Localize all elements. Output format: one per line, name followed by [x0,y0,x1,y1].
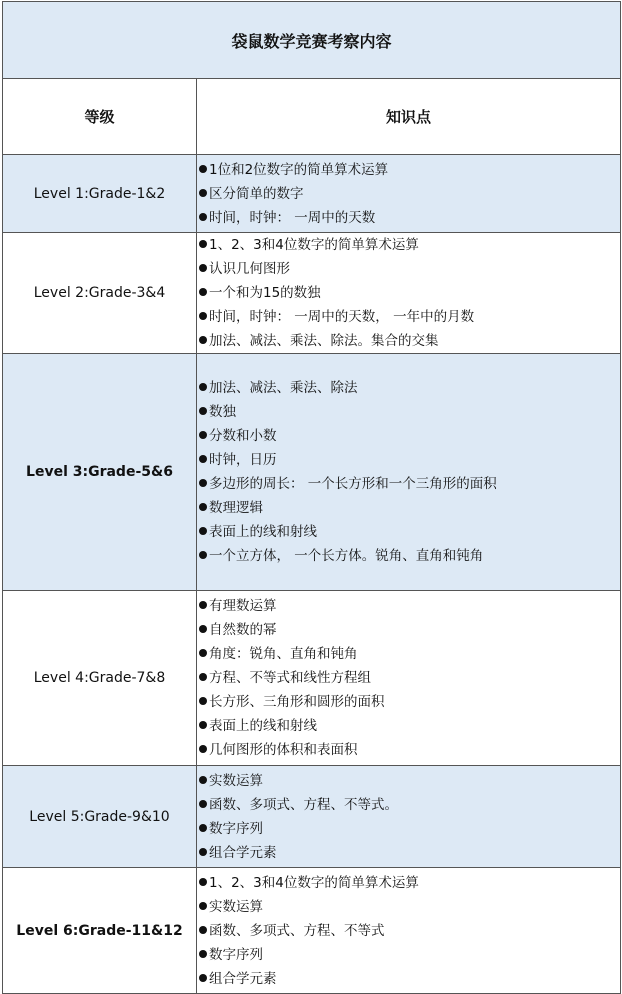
knowledge-point [199,943,620,967]
points-cell [197,354,621,591]
knowledge-point [199,967,620,991]
title-row [3,2,621,79]
competition-content-table [2,1,621,994]
bullet-icon [199,336,207,344]
table-row [3,766,621,868]
points-cell [197,591,621,766]
table-row [3,354,621,591]
knowledge-point [199,182,620,206]
bullet-icon [199,673,207,681]
knowledge-point-text: 区分简单的数字 [209,185,304,202]
knowledge-point [199,424,620,448]
points-cell [197,868,621,994]
bullet-icon [199,455,207,463]
knowledge-point-text: 实数运算 [209,772,263,789]
knowledge-point-text: 认识几何图形 [209,261,290,277]
level-cell: Level 6:Grade-11&12 [3,868,197,994]
knowledge-point-text: 分数和小数 [209,428,277,444]
knowledge-point-text: 数字序列 [209,946,263,963]
knowledge-point-text: 函数、多项式、方程、不等式。 [209,796,398,813]
knowledge-point [199,714,620,738]
bullet-icon [199,878,207,886]
points-cell [197,233,621,354]
knowledge-point [199,496,620,520]
knowledge-point-text: 1位和2位数字的简单算术运算 [209,161,389,178]
bullet-icon [199,431,207,439]
knowledge-point-text: 1、2、3和4位数字的简单算术运算 [209,874,419,891]
knowledge-point [199,158,620,182]
knowledge-point [199,618,620,642]
bullet-icon [199,721,207,729]
knowledge-point-text: 时间，时钟： 一周中的天数 [209,209,376,226]
bullet-icon [199,383,207,391]
knowledge-point [199,544,620,568]
knowledge-point-text: 自然数的幂 [209,622,277,638]
knowledge-point-text: 实数运算 [209,898,263,915]
knowledge-point [199,841,620,865]
knowledge-point [199,376,620,400]
bullet-icon [199,288,207,296]
knowledge-point [199,472,620,496]
table-row [3,155,621,233]
level-cell: Level 2:Grade-3&4 [3,233,197,354]
bullet-icon [199,950,207,958]
knowledge-point [199,594,620,618]
bullet-icon [199,625,207,633]
knowledge-point [199,233,620,257]
bullet-icon [199,479,207,487]
knowledge-point-text: 长方形、三角形和圆形的面积 [209,694,385,710]
knowledge-point-text: 一个立方体， 一个长方体。锐角、直角和钝角 [209,548,484,564]
bullet-icon [199,848,207,856]
bullet-icon [199,551,207,559]
knowledge-point-text: 角度：锐角、直角和钝角 [209,646,358,662]
knowledge-point [199,817,620,841]
knowledge-point [199,738,620,762]
bullet-icon [199,264,207,272]
bullet-icon [199,527,207,535]
knowledge-point [199,448,620,472]
knowledge-point [199,919,620,943]
bullet-icon [199,165,207,173]
bullet-icon [199,974,207,982]
knowledge-point-text: 时间，时钟： 一周中的天数， 一年中的月数 [209,309,475,325]
knowledge-point-text: 几何图形的体积和表面积 [209,742,358,758]
knowledge-point [199,257,620,281]
knowledge-point [199,206,620,230]
bullet-icon [199,926,207,934]
bullet-icon [199,824,207,832]
knowledge-point [199,642,620,666]
knowledge-point [199,871,620,895]
table-row [3,868,621,994]
points-cell [197,155,621,233]
knowledge-point-text: 有理数运算 [209,598,277,614]
knowledge-point-text: 时钟，日历 [209,452,277,468]
knowledge-point-text: 组合学元素 [209,970,277,987]
knowledge-point [199,329,620,353]
knowledge-point-text: 加法、减法、乘法、除法。集合的交集 [209,333,439,349]
level-cell: Level 4:Grade-7&8 [3,591,197,766]
bullet-icon [199,776,207,784]
bullet-icon [199,697,207,705]
bullet-icon [199,503,207,511]
bullet-icon [199,312,207,320]
header-level: 等级 [3,79,197,155]
level-cell: Level 1:Grade-1&2 [3,155,197,233]
points-cell [197,766,621,868]
header-row [3,79,621,155]
knowledge-point [199,666,620,690]
knowledge-point-text: 一个和为15的数独 [209,285,321,301]
header-points: 知识点 [197,79,621,155]
level-cell: Level 3:Grade-5&6 [3,354,197,591]
bullet-icon [199,601,207,609]
bullet-icon [199,407,207,415]
knowledge-point-text: 多边形的周长： 一个长方形和一个三角形的面积 [209,476,497,492]
knowledge-point [199,769,620,793]
knowledge-point [199,690,620,714]
knowledge-point-text: 函数、多项式、方程、不等式 [209,922,385,939]
table-row [3,233,621,354]
knowledge-point-text: 数字序列 [209,820,263,837]
bullet-icon [199,649,207,657]
bullet-icon [199,902,207,910]
knowledge-point-text: 加法、减法、乘法、除法 [209,380,358,396]
knowledge-point-text: 表面上的线和射线 [209,524,317,540]
knowledge-point-text: 方程、不等式和线性方程组 [209,670,371,686]
bullet-icon [199,745,207,753]
table-title: 袋鼠数学竞赛考察内容 [3,2,621,79]
knowledge-point [199,305,620,329]
bullet-icon [199,189,207,197]
bullet-icon [199,800,207,808]
knowledge-point [199,895,620,919]
knowledge-point-text: 表面上的线和射线 [209,718,317,734]
knowledge-point-text: 1、2、3和4位数字的简单算术运算 [209,237,419,253]
table-row [3,591,621,766]
knowledge-point [199,400,620,424]
knowledge-point-text: 数独 [209,404,236,420]
knowledge-point [199,281,620,305]
knowledge-point-text: 组合学元素 [209,844,277,861]
knowledge-point [199,793,620,817]
knowledge-point-text: 数理逻辑 [209,500,263,516]
level-cell: Level 5:Grade-9&10 [3,766,197,868]
bullet-icon [199,240,207,248]
bullet-icon [199,213,207,221]
knowledge-point [199,520,620,544]
